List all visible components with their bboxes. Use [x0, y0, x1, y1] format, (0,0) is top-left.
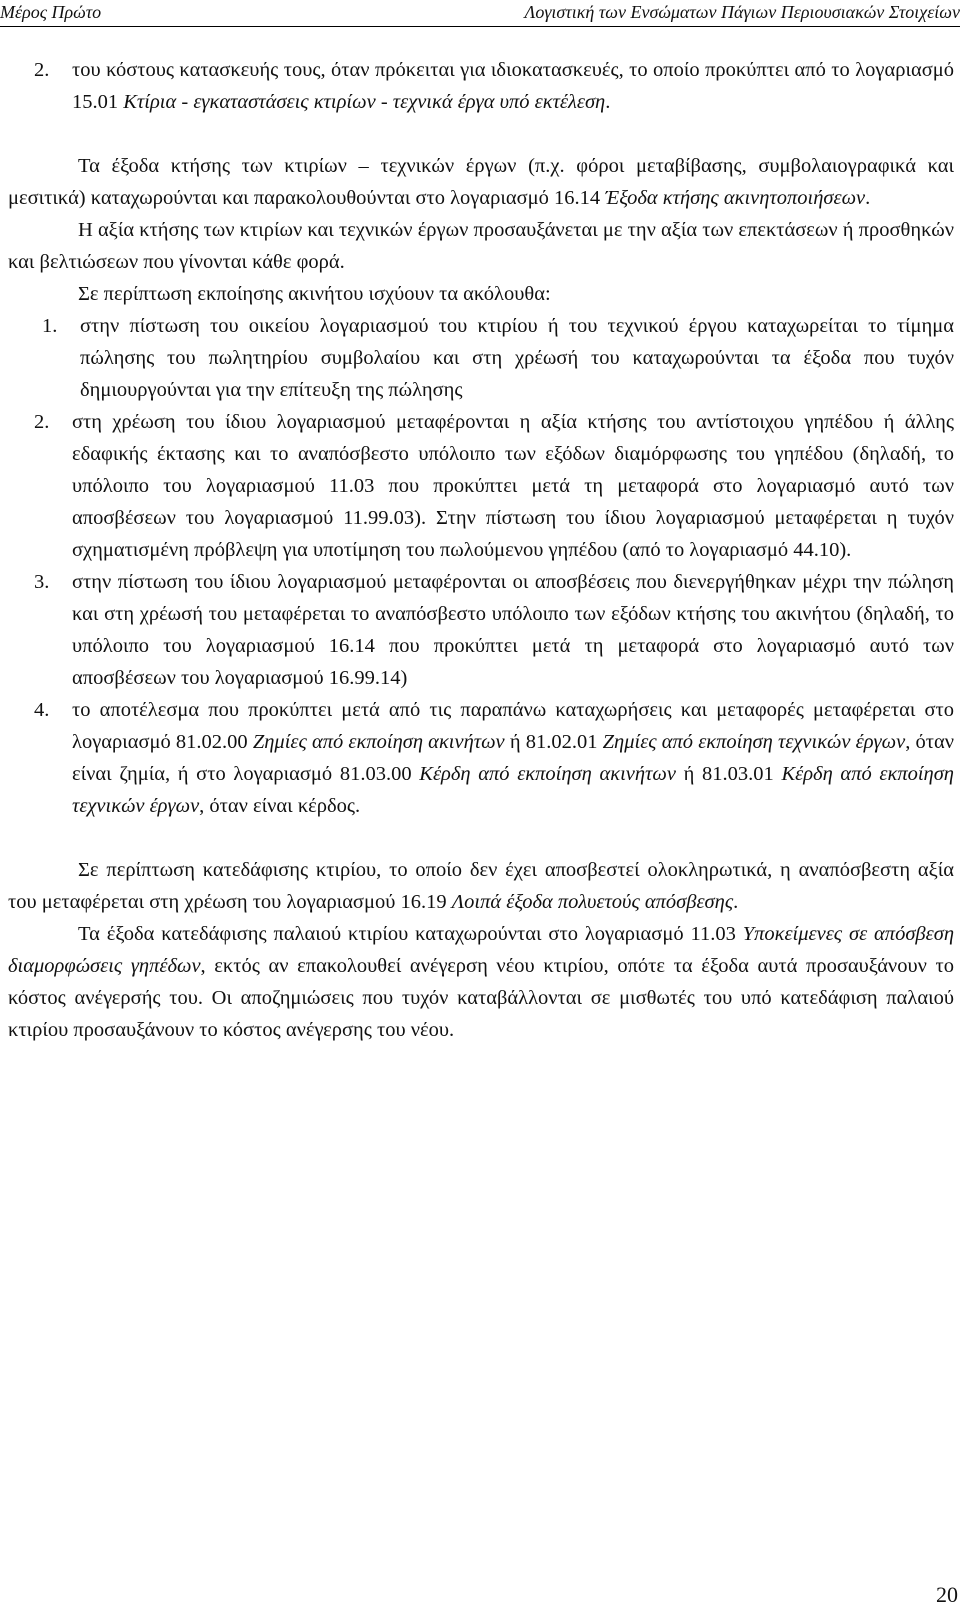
list-text: στην πίστωση του οικείου λογαριασμού του κτιρίου ή του τεχνικού έργου καταχωρείται το τίμημα πώλησης του πωλητηρίου συμβολαίου και στη χρέωσή του καταχωρούνται τα έξοδα που τυχόν δημιουργούνται για την επίτευξη της πώλησης: [80, 315, 954, 401]
text-run: Τα έξοδα κατεδάφισης παλαιού κτιρίου καταχωρούνται στο λογαριασμό 11.03: [78, 923, 743, 945]
account-name: Ζημίες από εκποίηση τεχνικών έργων: [602, 731, 906, 753]
list-item-1: [8, 310, 954, 406]
text-run: του κόστους κατασκευής τους, όταν πρόκειται για ιδιοκατασκευές, το οποίο προκύπτει από το λογαριασμό 15.01: [72, 59, 954, 113]
account-name: Υποκείμενες σε απόσβεση διαμορφώσεις γηπέδων: [8, 923, 954, 977]
list-number: 2.: [34, 411, 50, 433]
text-run: , όταν είναι ζημία, ή στο λογαριασμό 81.03.00: [72, 731, 954, 785]
list-text: στη χρέωση του ίδιου λογαριασμού μεταφέρονται η αξία κτήσης του αντίστοιχου γηπέδου ή άλλης εδαφικής έκτασης και το αναπόσβεστο υπόλοιπο των εξόδων διαμόρφωσης του γηπέδου (δηλαδή, το υπόλοιπο του λογαριασμού 11.03 που προκύπτει μετά τη μεταφορά στο λογαριασμό αυτό των αποσβέσεων του λογαριασμού 11.99.03). Στην πίστωση του ίδιου λογαριασμού μεταφέρεται η τυχόν σχηματισμένη πρόβλεψη για υποτίμηση του πωλούμενου γηπέδου (από το λογαριασμό 44.10).: [72, 411, 954, 561]
list-number: 3.: [34, 571, 50, 593]
text-run: , εκτός αν επακολουθεί ανέγερση νέου κτιρίου, οπότε τα έξοδα αυτά προσαυξάνουν το κόστος ανέγερσής του. Οι αποζημιώσεις που τυχόν καταβάλλονται σε μισθωτές του υπό κατεδάφιση παλαιού κτιρίου προσαυξάνουν το κόστος ανέγερσης του νέου.: [8, 955, 954, 1041]
paragraph-sale-intro: Σε περίπτωση εκποίησης ακινήτου ισχύουν τα ακόλουθα:: [78, 283, 551, 305]
paragraph-acquisition-value: Η αξία κτήσης των κτιρίων και τεχνικών έργων προσαυξάνεται με την αξία των επεκτάσεων ή προσθηκών και βελτιώσεων που γίνονται κάθε φορά.: [8, 219, 954, 273]
page-body: [8, 54, 954, 1046]
text-run: , όταν είναι κέρδος.: [199, 795, 361, 817]
list-number: 2.: [34, 59, 50, 81]
text-run: ή 81.02.01: [504, 731, 603, 753]
account-name: Ζημίες από εκποίηση ακινήτων: [252, 731, 505, 753]
list-number: 4.: [34, 699, 50, 721]
text-run: ή 81.03.01: [675, 763, 782, 785]
list-item-construction-cost: [8, 54, 954, 118]
header-chapter-title: Λογιστική των Ενσώματων Πάγιων Περιουσιακών Στοιχείων: [524, 2, 960, 22]
list-text: [72, 54, 954, 118]
account-name: Κέρδη από εκποίηση τεχνικών έργων: [72, 763, 954, 817]
list-text: στην πίστωση του ίδιου λογαριασμού μεταφέρονται οι αποσβέσεις που διενεργήθηκαν μέχρι την πώληση και στη χρέωσή του μεταφέρεται το αναπόσβεστο υπόλοιπο των εξόδων κτήσης του ακινήτου (δηλαδή, το υπόλοιπο του λογαριασμού 16.14 που προκύπτει μετά τη μεταφορά στο λογαριασμό αυτό των αποσβέσεων του λογαριασμού 16.99.14): [72, 571, 954, 689]
text-run: το αποτέλεσμα που προκύπτει μετά από τις παραπάνω καταχωρήσεις και μεταφορές μεταφέρεται στο λογαριασμό 81.02.00: [72, 699, 954, 753]
account-name: Λοιπά έξοδα πολυετούς απόσβεσης: [451, 891, 734, 913]
paragraph-demolition-costs: [8, 918, 954, 1046]
header-part-title: Μέρος Πρώτο: [0, 2, 102, 22]
account-name: Κέρδη από εκποίηση ακινήτων: [419, 763, 676, 785]
text-run: .: [865, 187, 871, 209]
paragraph-acquisition-expenses: [8, 150, 954, 214]
account-name: Κτίρια - εγκαταστάσεις κτιρίων - τεχνικά έργα υπό εκτέλεση: [123, 91, 606, 113]
list-item-4: [8, 694, 954, 822]
account-name: Έξοδα κτήσης ακινητοποιήσεων: [605, 187, 866, 209]
list-text: [72, 694, 954, 822]
text-run: Σε περίπτωση κατεδάφισης κτιρίου, το οποίο δεν έχει αποσβεστεί ολοκληρωτικά, η αναπόσβεστη αξία του μεταφέρεται στη χρέωση του λογαριασμού 16.19: [8, 859, 954, 913]
text-run: Τα έξοδα κτήσης των κτιρίων – τεχνικών έργων (π.χ. φόροι μεταβίβασης, συμβολαιογραφικά και μεσιτικά) καταχωρούνται και παρακολουθούνται στο λογαριασμό 16.14: [8, 155, 954, 209]
list-item-2: [8, 406, 954, 566]
list-number: 1.: [42, 315, 58, 337]
page-number: 20: [936, 1582, 958, 1607]
text-run: .: [733, 891, 739, 913]
list-item-3: [8, 566, 954, 694]
running-header: [0, 0, 960, 27]
paragraph-demolition: [8, 854, 954, 918]
text-run: .: [605, 91, 611, 113]
